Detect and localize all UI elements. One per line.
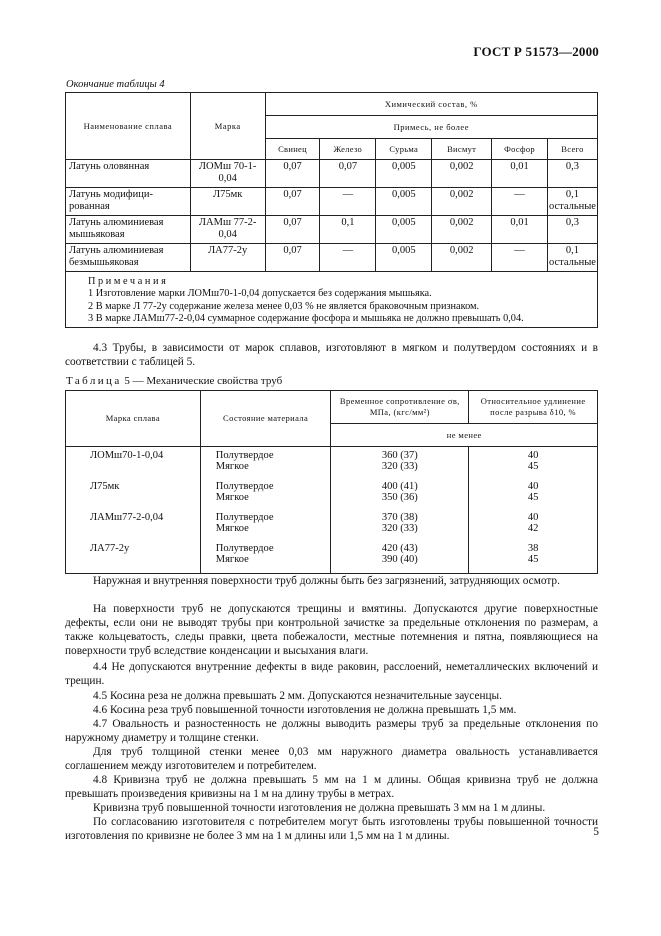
paragraph-4-8: 4.8 Кривизна труб не должна превышать 5 мм на 1 м длины. Общая кривизна труб не должна превышать произведения кривизны на 1 м на длину трубы в метрах. xyxy=(65,774,598,801)
table-row xyxy=(66,509,598,540)
alloy-name: Латунь оловянная xyxy=(66,160,191,188)
value-cell: 0,005 xyxy=(376,244,432,272)
value-cell: 38 xyxy=(527,542,539,554)
value-cell: 350 (36) xyxy=(381,491,418,503)
value-cell: 420 (43) xyxy=(381,542,418,554)
elongation-value xyxy=(469,540,598,574)
paragraph-agreement: По согласованию изготовителя с потребителем могут быть изготовлены трубы повышенной точности изготовления по кривизне не более 3 мм на 1 м длины или 1,5 мм на 1 м длины. xyxy=(65,816,598,843)
paragraph-4-5: 4.5 Косина реза не должна превышать 2 мм. Допускаются незначительные заусенцы. xyxy=(93,690,502,702)
material-state xyxy=(200,478,331,509)
value-cell: — xyxy=(492,244,548,272)
col-header-tensile-strength: Временное сопротивление σв, МПа, (кгс/мм²) xyxy=(331,391,469,424)
value-cell: 0,3 xyxy=(547,160,597,188)
value-cell: 0,005 xyxy=(376,216,432,244)
elongation-value xyxy=(469,478,598,509)
value-cell: 360 (37) xyxy=(381,450,418,461)
elongation-value xyxy=(469,509,598,540)
value-cell: 0,1 остальные xyxy=(547,188,597,216)
table-row xyxy=(66,540,598,574)
state-value: Полутвердое xyxy=(215,480,274,492)
col-header-antimony: Сурьма xyxy=(376,139,432,160)
alloy-grade: ЛОМш 70-1-0,04 xyxy=(190,160,265,188)
col-header-iron: Железо xyxy=(320,139,376,160)
paragraph-4-7: 4.7 Овальность и разностенность не должны выводить размеры труб за предельные отклонения по наружному диаметру и толщине стенки. xyxy=(65,718,598,745)
value-cell: 0,005 xyxy=(376,188,432,216)
alloy-grade: ЛОМш70-1-0,04 xyxy=(66,447,201,478)
value-cell: 0,002 xyxy=(432,188,492,216)
value-cell: 0,3 xyxy=(547,216,597,244)
strength-value xyxy=(331,509,469,540)
value-cell: 45 xyxy=(527,461,539,472)
table-row xyxy=(66,478,598,509)
value-cell: 0,1 xyxy=(320,216,376,244)
col-header-chem: Химический состав, % xyxy=(265,93,597,116)
material-state xyxy=(200,540,331,574)
table-row xyxy=(66,447,598,478)
col-header-grade: Марка xyxy=(190,93,265,160)
value-cell: 42 xyxy=(527,522,539,534)
value-cell: 0,005 xyxy=(376,160,432,188)
value-cell: 0,07 xyxy=(265,160,320,188)
col-header-not-less: не менее xyxy=(331,424,598,447)
value-cell: 40 xyxy=(527,450,539,461)
value-cell: 390 (40) xyxy=(381,553,418,565)
value-cell: 45 xyxy=(527,491,539,503)
state-value: Мягкое xyxy=(215,522,249,534)
value-cell: 370 (38) xyxy=(381,511,418,523)
col-header-elongation: Относительное удлинение после разрыва δ10, % xyxy=(469,391,598,424)
note-item: 3 В марке ЛАМш77-2-0,04 суммарное содержание фосфора и мышьяка не должно превышать 0,04. xyxy=(88,312,524,324)
value-cell: 320 (33) xyxy=(381,461,418,472)
col-header-impurities: Примесь, не более xyxy=(265,116,597,139)
value-cell: 0,07 xyxy=(265,188,320,216)
table-row xyxy=(66,244,598,272)
value-cell: 320 (33) xyxy=(381,522,418,534)
value-cell: 0,01 xyxy=(492,216,548,244)
alloy-grade: ЛАМш77-2-0,04 xyxy=(66,509,201,540)
page-number: 5 xyxy=(593,826,599,838)
state-value: Мягкое xyxy=(215,461,249,472)
value-cell: 0,07 xyxy=(265,216,320,244)
paragraph-thin-wall: Для труб толщиной стенки менее 0,03 мм наружного диаметра овальность устанавливается соглашением между изготовителем и потребителем. xyxy=(65,746,598,773)
note-item: 1 Изготовление марки ЛОМш70-1-0,04 допускается без содержания мышьяка. xyxy=(88,288,432,300)
value-cell: — xyxy=(492,188,548,216)
value-cell: 0,1 остальные xyxy=(547,244,597,272)
strength-value xyxy=(331,447,469,478)
paragraph-4-4: 4.4 Не допускаются внутренние дефекты в виде раковин, расслоений, неметаллических включений и трещин. xyxy=(65,661,598,688)
value-cell: 400 (41) xyxy=(381,480,418,492)
value-cell: 0,002 xyxy=(432,244,492,272)
table5-title xyxy=(66,375,282,387)
document-id: ГОСТ Р 51573—2000 xyxy=(473,44,599,59)
col-header-phosphorus: Фосфор xyxy=(492,139,548,160)
paragraph-curvature: Кривизна труб повышенной точности изготовления не должна превышать 3 мм на 1 м длины. xyxy=(93,802,546,814)
col-header-alloy-name: Наименование сплава xyxy=(66,93,191,160)
col-header-lead: Свинец xyxy=(265,139,320,160)
alloy-grade: ЛА77-2у xyxy=(190,244,265,272)
alloy-grade: ЛА77-2у xyxy=(66,540,201,574)
alloy-grade: Л75мк xyxy=(190,188,265,216)
value-cell: — xyxy=(320,188,376,216)
paragraph-defects: На поверхности труб не допускаются трещины и вмятины. Допускаются другие поверхностные дефекты, если они не выводят трубы при контрольной зачистке за предельные отклонения по размерам, а также кольцеватость, следы правки, цвета побежалости, местные потемнения и пятна, появляющиеся на поверхности труб вследствие конденсации и высыхания влаги. xyxy=(65,603,598,658)
value-cell: 40 xyxy=(527,480,539,492)
table-row xyxy=(66,216,598,244)
note-item: 2 В марке Л 77-2у содержание железа менее 0,03 % не является браковочным признаком. xyxy=(88,300,480,312)
paragraph-4-6: 4.6 Косина реза труб повышенной точности изготовления не должна превышать 1,5 мм. xyxy=(93,704,517,716)
strength-value xyxy=(331,540,469,574)
table-row xyxy=(66,188,598,216)
col-header-total: Всего xyxy=(547,139,597,160)
value-cell: 0,07 xyxy=(265,244,320,272)
alloy-grade: ЛАМш 77-2-0,04 xyxy=(190,216,265,244)
col-header-alloy-grade: Марка сплава xyxy=(66,391,201,447)
alloy-name: Латунь модифици-рованная xyxy=(66,188,191,216)
value-cell: — xyxy=(320,244,376,272)
table-row xyxy=(66,160,598,188)
table4-caption: Окончание таблицы 4 xyxy=(66,79,165,90)
table4-notes xyxy=(66,272,598,328)
alloy-name: Латунь алюминиевая безмышьяковая xyxy=(66,244,191,272)
value-cell: 0,07 xyxy=(320,160,376,188)
paragraph-4-3: 4.3 Трубы, в зависимости от марок сплавов, изготовляют в мягком и полутвердом состояниях и в соответствии с таблицей 5. xyxy=(65,342,598,369)
value-cell: 0,002 xyxy=(432,160,492,188)
state-value: Полутвердое xyxy=(215,542,274,554)
state-value: Мягкое xyxy=(215,491,249,503)
strength-value xyxy=(331,478,469,509)
table5-title-prefix: Таблица xyxy=(66,375,122,387)
alloy-grade: Л75мк xyxy=(66,478,201,509)
material-state xyxy=(200,509,331,540)
table5-title-text: 5 — Механические свойства труб xyxy=(124,375,283,387)
table-5-mechanical-properties xyxy=(65,390,598,574)
value-cell: 0,01 xyxy=(492,160,548,188)
col-header-material-state: Состояние материала xyxy=(200,391,331,447)
material-state xyxy=(200,447,331,478)
alloy-name: Латунь алюминиевая мышьяковая xyxy=(66,216,191,244)
value-cell: 40 xyxy=(527,511,539,523)
elongation-value xyxy=(469,447,598,478)
paragraph-surface: Наружная и внутренняя поверхности труб должны быть без загрязнений, затрудняющих осмотр. xyxy=(93,575,560,587)
value-cell: 0,002 xyxy=(432,216,492,244)
state-value: Мягкое xyxy=(215,553,249,565)
col-header-bismuth: Висмут xyxy=(432,139,492,160)
notes-title: Примечания xyxy=(88,276,169,287)
state-value: Полутвердое xyxy=(215,450,274,461)
state-value: Полутвердое xyxy=(215,511,274,523)
table-4-chemical-composition xyxy=(65,92,598,328)
value-cell: 45 xyxy=(527,553,539,565)
